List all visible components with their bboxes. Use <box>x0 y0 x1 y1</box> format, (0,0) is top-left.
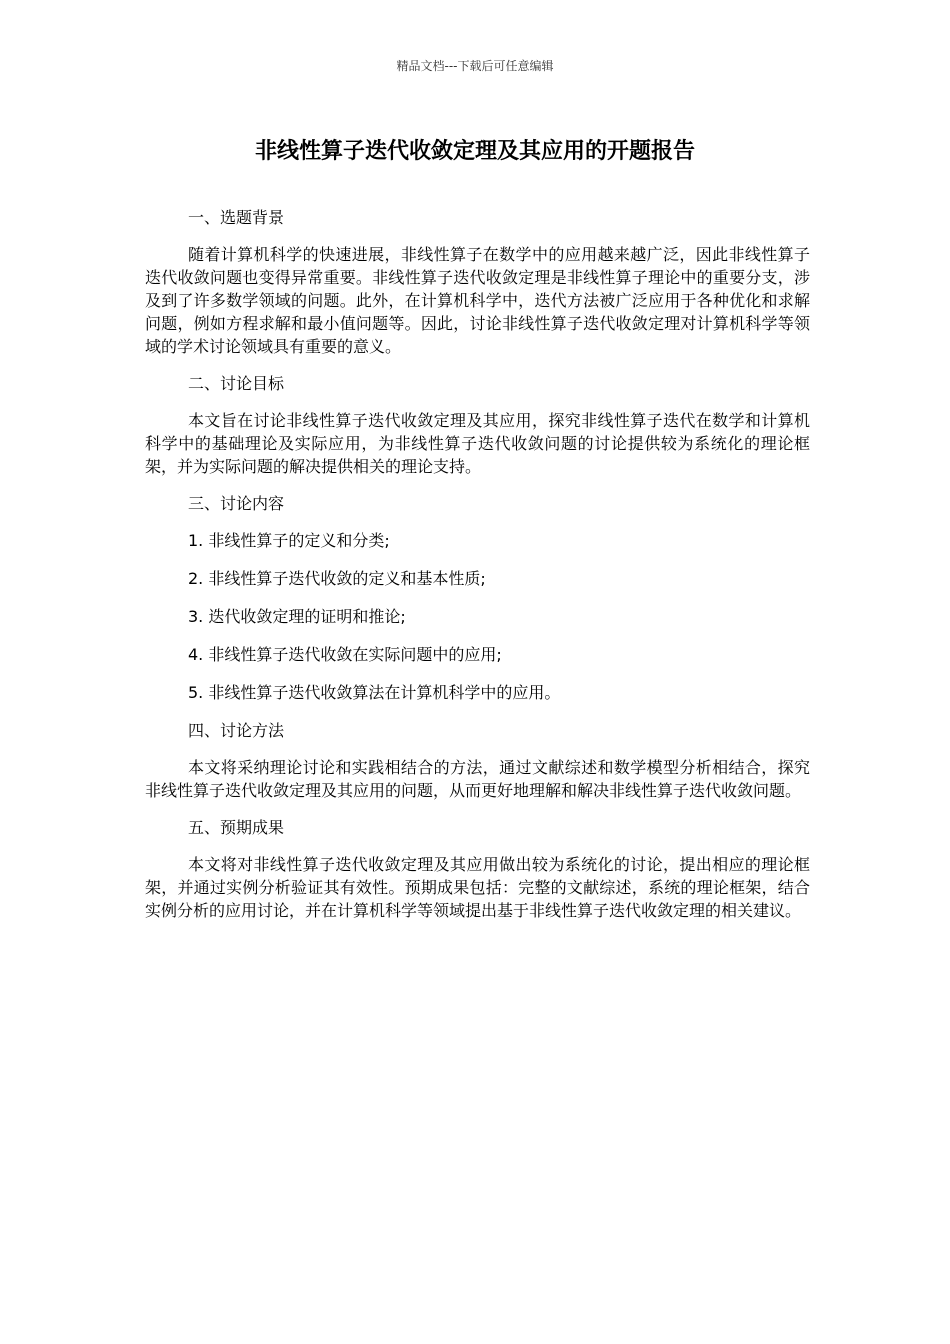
section-text-background: 随着计算机科学的快速进展，非线性算子在数学中的应用越来越广泛，因此非线性算子迭代收敛问题也变得异常重要。非线性算子迭代收敛定理是非线性算子理论中的重要分支，涉及到了许多数学领域的问题。此外，在计算机科学中，迭代方法被广泛应用于各种优化和求解问题，例如方程求解和最小值问题等。因此，讨论非线性算子迭代收敛定理对计算机科学等领域的学术讨论领域具有重要的意义。 <box>145 245 810 356</box>
section-heading-content: 三、讨论内容 <box>188 494 285 513</box>
list-item: 1. 非线性算子的定义和分类; <box>188 531 390 550</box>
document-title: 非线性算子迭代收敛定理及其应用的开题报告 <box>254 139 695 164</box>
section-text-goal: 本文旨在讨论非线性算子迭代收敛定理及其应用，探究非线性算子迭代在数学和计算机科学中的基础理论及实际应用，为非线性算子迭代收敛问题的讨论提供较为系统化的理论框架，并为实际问题的解决提供相关的理论支持。 <box>145 411 810 476</box>
section-heading-results: 五、预期成果 <box>188 818 285 837</box>
section-heading-goal: 二、讨论目标 <box>188 374 285 393</box>
list-item: 4. 非线性算子迭代收敛在实际问题中的应用; <box>188 645 502 664</box>
section-heading-method: 四、讨论方法 <box>188 721 285 740</box>
document-body <box>145 206 810 922</box>
list-item: 2. 非线性算子迭代收敛的定义和基本性质; <box>188 569 486 588</box>
list-item: 3. 迭代收敛定理的证明和推论; <box>188 607 406 626</box>
section-heading-background: 一、选题背景 <box>188 208 285 227</box>
page-header: 精品文档---下载后可任意编辑 <box>396 59 554 73</box>
section-text-results: 本文将对非线性算子迭代收敛定理及其应用做出较为系统化的讨论，提出相应的理论框架，并通过实例分析验证其有效性。预期成果包括：完整的文献综述，系统的理论框架，结合实例分析的应用讨论，并在计算机科学等领域提出基于非线性算子迭代收敛定理的相关建议。 <box>145 855 810 920</box>
section-text-method: 本文将采纳理论讨论和实践相结合的方法，通过文献综述和数学模型分析相结合，探究非线性算子迭代收敛定理及其应用的问题，从而更好地理解和解决非线性算子迭代收敛问题。 <box>145 758 810 800</box>
list-item: 5. 非线性算子迭代收敛算法在计算机科学中的应用。 <box>188 683 561 702</box>
